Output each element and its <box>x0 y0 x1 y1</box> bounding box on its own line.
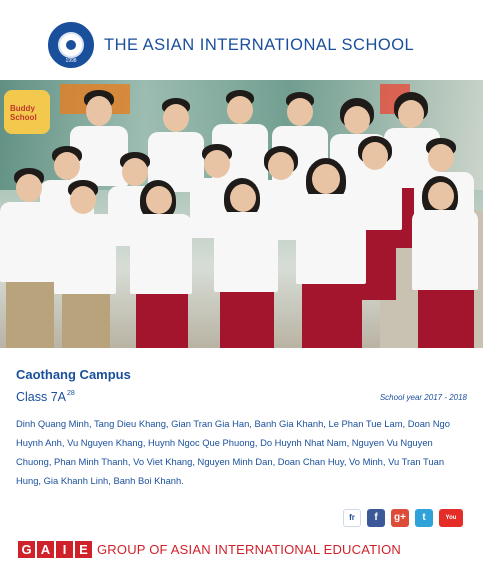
twitter-icon[interactable]: t <box>415 509 433 527</box>
student-names: Dinh Quang Minh, Tang Dieu Khang, Gian Tran Gia Han, Banh Gia Khanh, Le Phan Tue Lam, Doan Ngo Huynh Anh, Vu Nguyen Khang, Huynh Ngoc Que Phuong, Do Huynh Nhat Nam, Nguyen Vu Nguyen Chuong, Phan Minh Thanh, Vo Viet Khang, Nguyen Minh Dan, Doan Chan Huy, Vo Minh, Vu Tran Tuan Hung, Gia Khanh Linh, Banh Boi Khanh. <box>16 418 450 486</box>
facebook-icon[interactable]: f <box>367 509 385 527</box>
school-year: School year 2017 - 2018 <box>379 393 467 402</box>
footer-brand <box>18 541 468 559</box>
class-photo <box>0 80 483 348</box>
footer-text: GROUP OF ASIAN INTERNATIONAL EDUCATION <box>97 542 401 558</box>
school-name: THE ASIAN INTERNATIONAL SCHOOL <box>104 36 415 54</box>
school-logo <box>48 22 94 68</box>
class-name: Class 7A <box>16 390 67 404</box>
gaie-letter: E <box>75 541 92 558</box>
youtube-icon[interactable]: You Tube <box>439 509 463 527</box>
buddy-school-banner <box>4 90 50 134</box>
class-label <box>16 390 75 404</box>
class-superscript: 28 <box>67 390 75 397</box>
header <box>0 0 483 80</box>
gaie-letter: I <box>56 541 73 558</box>
gaie-letter: G <box>18 541 35 558</box>
globe-icon <box>66 40 76 50</box>
banner-text: Buddy School <box>10 104 37 122</box>
logo-emblem <box>58 32 84 58</box>
gaie-letter: A <box>37 541 54 558</box>
fr-icon[interactable]: fr <box>343 509 361 527</box>
logo-year: 1998 <box>65 58 77 64</box>
campus-title: Caothang Campus <box>16 367 131 382</box>
google-plus-icon[interactable]: g+ <box>391 509 409 527</box>
